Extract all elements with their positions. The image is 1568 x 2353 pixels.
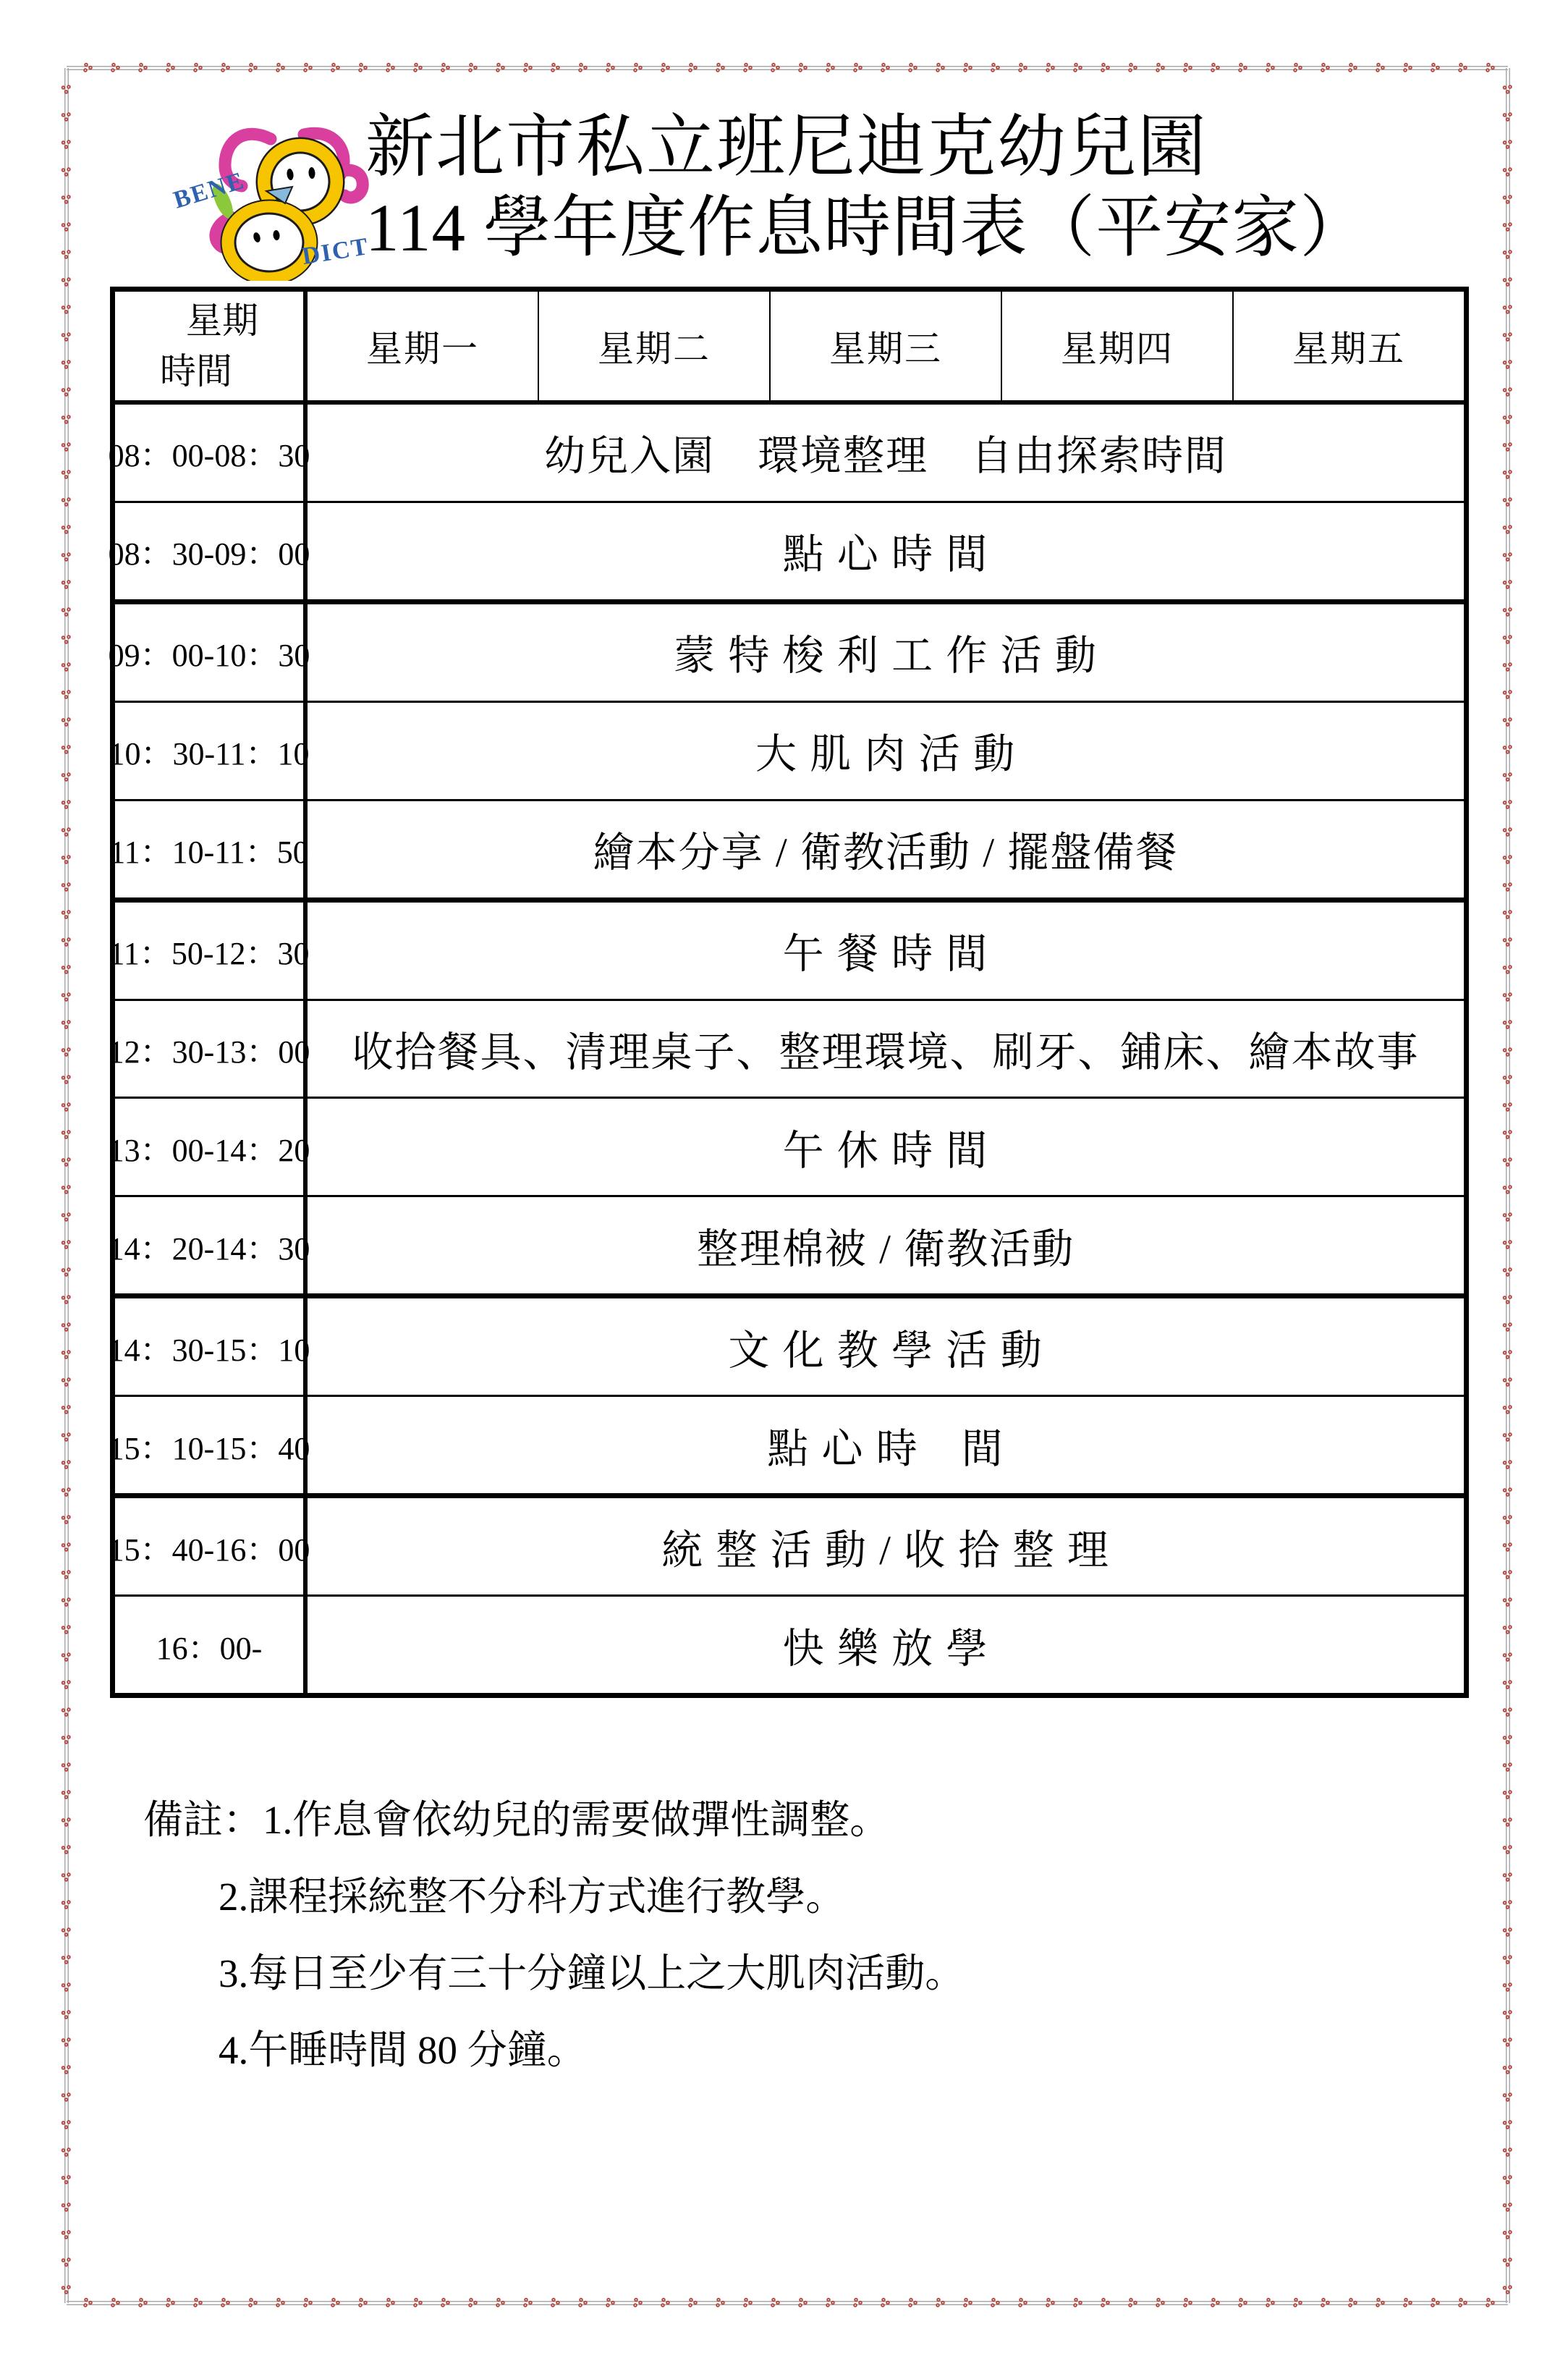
decorative-border-right [1501,68,1514,2303]
activity-cell: 文 化 教 學 活 動 [728,1327,1043,1374]
activity-cell: 點 心 時 間 [782,532,989,578]
remark-item: 4.午睡時間 80 分鐘。 [219,2028,587,2072]
schedule-subtitle: 114 學年度作息時間表（平安家） [365,191,1368,266]
activity-cell: 幼兒入園 環境整理 自由探索時間 [544,434,1227,480]
activity-cell: 收拾餐具、清理桌子、整理環境、刷牙、鋪床、繪本故事 [352,1029,1420,1076]
table-row [108,405,1464,503]
activity-cell: 快 樂 放 學 [782,1626,989,1672]
activity-cell: 午 休 時 間 [782,1128,989,1174]
activity-cell: 蒙 特 梭 利 工 作 活 動 [674,633,1098,680]
activity-cell: 繪本分享 / 衛教活動 / 擺盤備餐 [593,830,1179,876]
remarks-section [143,1782,965,2089]
table-header-row [115,292,1464,405]
schedule-table [110,287,1469,1698]
benedict-mascot-icon [161,107,378,281]
time-cell: 08：30-09：00 [115,503,308,599]
remark-item: 3.每日至少有三十分鐘以上之大肌肉活動。 [219,1951,965,1995]
table-row [108,1099,1464,1197]
table-row [108,503,1464,604]
remark-item: 1.作息會依幼兒的需要做彈性調整。 [263,1798,890,1842]
time-cell: 10：30-11：10 [115,703,308,799]
column-header-wednesday: 星期三 [771,292,1002,400]
time-cell: 11：10-11：50 [115,801,308,897]
activity-cell: 點 心 時 間 [767,1426,1004,1472]
time-cell: 14：20-14：30 [115,1197,308,1293]
decorative-border-bottom [67,2297,1508,2310]
table-row [108,604,1464,703]
table-row [109,903,1464,1001]
logo-word-dict: DICT [300,233,371,271]
school-logo [161,107,378,281]
table-row [108,1197,1464,1298]
time-cell: 09：00-10：30 [115,604,308,701]
remark-line [143,1782,965,1859]
time-cell: 14：30-15：10 [115,1298,308,1395]
time-cell: 08：00-08：30 [115,405,308,501]
decorative-border-top [67,62,1508,75]
corner-cell-day-time [115,292,308,400]
table-row [109,703,1464,801]
column-header-friday: 星期五 [1292,329,1405,369]
column-header-thursday: 星期四 [1002,292,1234,400]
time-cell: 16：00- [115,1597,308,1693]
school-name-title: 新北市私立班尼迪克幼兒園 [365,109,1208,185]
table-row [108,1298,1464,1397]
activity-cell: 統 整 活 動 / 收 拾 整 理 [661,1527,1110,1573]
time-cell: 15：10-15：40 [115,1397,308,1493]
table-row [108,1001,1464,1099]
activity-cell: 大 肌 肉 活 動 [755,732,1016,778]
time-cell: 12：30-13：00 [115,1001,308,1097]
table-row [108,1397,1464,1498]
logo-word-bene: BENE [170,166,248,214]
activity-cell: 午 餐 時 間 [782,932,989,978]
time-cell: 11：50-12：30 [115,903,308,999]
decorative-border-left [60,68,73,2303]
corner-label-time: 時間 [160,351,232,392]
corner-label-day: 星期 [186,300,258,341]
time-cell: 13：00-14：20 [115,1099,308,1195]
activity-cell: 整理棉被 / 衛教活動 [696,1226,1075,1272]
remarks-label: 備註： [143,1798,263,1842]
table-row [109,801,1464,903]
remark-item: 2.課程採統整不分科方式進行教學。 [219,1875,846,1919]
column-header-tuesday: 星期二 [539,292,771,400]
document-header [365,106,1368,269]
column-header-monday: 星期一 [308,292,539,400]
time-cell: 15：40-16：00 [115,1498,308,1594]
table-row [108,1498,1464,1597]
table-row [115,1597,1464,1693]
